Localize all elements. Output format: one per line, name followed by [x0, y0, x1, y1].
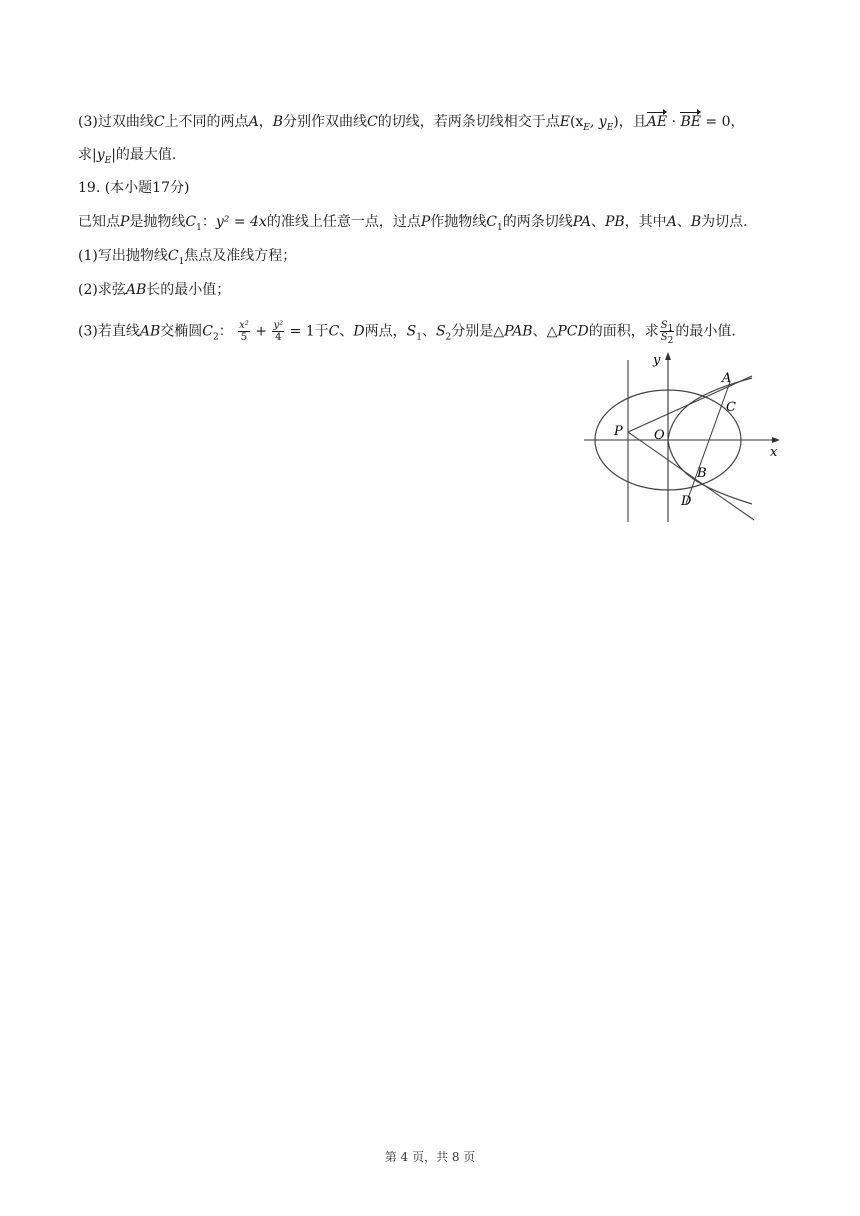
math-sub: 1: [178, 256, 185, 267]
math-var: AB: [125, 282, 147, 298]
text: 是抛物线: [129, 214, 186, 230]
math-sub: 1: [667, 324, 674, 334]
text: 、: [421, 323, 436, 340]
q19-part1: [78, 246, 820, 266]
text: ：: [201, 214, 216, 230]
text: = 1于: [285, 323, 329, 340]
text: 的两条切线: [502, 214, 573, 230]
text: ，且: [618, 114, 647, 130]
math-var: A: [666, 214, 677, 230]
vector-BE: BE: [680, 114, 701, 130]
math-var: C: [185, 214, 197, 230]
math-sub: 1: [196, 222, 202, 233]
text: 的切线，若两条切线相交于点: [377, 114, 560, 130]
math-var: S: [435, 323, 446, 340]
math: ): [613, 114, 619, 130]
text: 、: [590, 214, 605, 230]
label-P: P: [614, 424, 623, 439]
fraction-y2-over-4: [272, 320, 284, 343]
math-var: C: [486, 214, 497, 230]
numerator: x²: [239, 320, 249, 331]
q19-part2: [78, 280, 820, 300]
math-var: PAB: [504, 323, 533, 340]
text: (2)求弦: [78, 282, 126, 298]
q19-part3: [78, 320, 820, 346]
label-D: D: [681, 494, 692, 509]
text: |的最大值.: [111, 147, 177, 163]
text: 已知点: [78, 214, 120, 230]
page-footer: 第 4 页，共 8 页: [384, 1150, 476, 1164]
text: 、△: [532, 323, 558, 340]
math-var: S: [406, 323, 417, 340]
label-C: C: [726, 400, 736, 415]
math: , y: [589, 114, 607, 130]
label-A: A: [722, 371, 732, 386]
q18-part3-line1: [78, 112, 820, 132]
text: (1)写出抛物线: [78, 248, 168, 264]
text: 、: [339, 323, 354, 340]
q19-stem: [78, 212, 820, 232]
math-var: C: [366, 114, 378, 130]
math-var: B: [690, 214, 702, 230]
math-var: PB: [604, 214, 625, 230]
text: ·: [667, 114, 681, 130]
text: 分别是△: [451, 323, 505, 340]
x-axis-arrow: [772, 437, 780, 443]
text: (3)过双曲线: [78, 114, 154, 130]
text: 分别作双曲线: [282, 114, 367, 130]
numerator: y²: [273, 320, 284, 331]
math-sub: 2: [212, 332, 219, 343]
text: ：: [218, 323, 233, 340]
text: 、: [676, 214, 691, 230]
math-sub: 1: [496, 222, 503, 233]
parabola-C1: [668, 378, 752, 504]
text: (3)若直线: [78, 323, 140, 340]
chord-AB: [686, 382, 730, 504]
math-sub: E: [104, 155, 112, 166]
math-var: C: [328, 323, 340, 340]
math-var: C: [202, 323, 213, 340]
text: 两点，: [364, 323, 407, 340]
math-var: P: [420, 214, 431, 230]
label-x: x: [770, 445, 778, 460]
text: 的最小值.: [675, 323, 736, 340]
math-sub: E: [583, 122, 590, 133]
math-var: A: [248, 114, 259, 130]
text: 的准线上任意一点，过点: [266, 214, 421, 230]
text: 求|: [78, 147, 97, 163]
math-sub: 1: [416, 332, 422, 343]
text: 作抛物线: [430, 214, 487, 230]
math-op: +: [250, 323, 272, 340]
math-var: P: [120, 214, 130, 230]
math-var: S: [660, 320, 668, 331]
text: 长的最小值；: [146, 282, 231, 298]
denominator: 5: [240, 332, 248, 343]
math-var: B: [272, 114, 283, 130]
math-var: AB: [139, 323, 161, 340]
math-sub: 2: [445, 332, 452, 343]
q19-heading: 19. (本小题17分): [78, 180, 190, 196]
text: 上不同的两点: [164, 114, 249, 130]
text: 交椭圆: [160, 323, 203, 340]
geometry-figure: [580, 346, 790, 526]
label-O: O: [654, 428, 665, 443]
math-var: C: [167, 248, 179, 264]
math-var: PA: [572, 214, 591, 230]
label-y: y: [653, 353, 661, 368]
text: = 0，: [700, 114, 745, 130]
text: ，: [258, 114, 273, 130]
text: 为切点.: [701, 214, 748, 230]
q18-part3-line2: [78, 145, 820, 165]
text: ，其中: [624, 214, 667, 230]
text: 的面积，求: [588, 323, 659, 340]
math: (x: [569, 114, 584, 130]
text: 焦点及准线方程；: [184, 248, 297, 264]
math-var: PCD: [557, 323, 589, 340]
math-var: E: [559, 114, 570, 130]
vector-AE: AE: [646, 114, 668, 130]
math-eq: y² = 4x: [215, 214, 267, 230]
math-var: y: [96, 147, 105, 163]
math-var: C: [153, 114, 165, 130]
math-sub: E: [606, 122, 614, 133]
fraction-S1-over-S2: [660, 320, 675, 346]
fraction-x2-over-5: [238, 320, 250, 343]
math-var: S: [660, 332, 668, 343]
math-sub: 2: [667, 336, 674, 346]
y-axis-arrow: [665, 352, 671, 360]
math-var: D: [353, 323, 365, 340]
label-B: B: [697, 466, 707, 481]
denominator: 4: [275, 332, 282, 343]
